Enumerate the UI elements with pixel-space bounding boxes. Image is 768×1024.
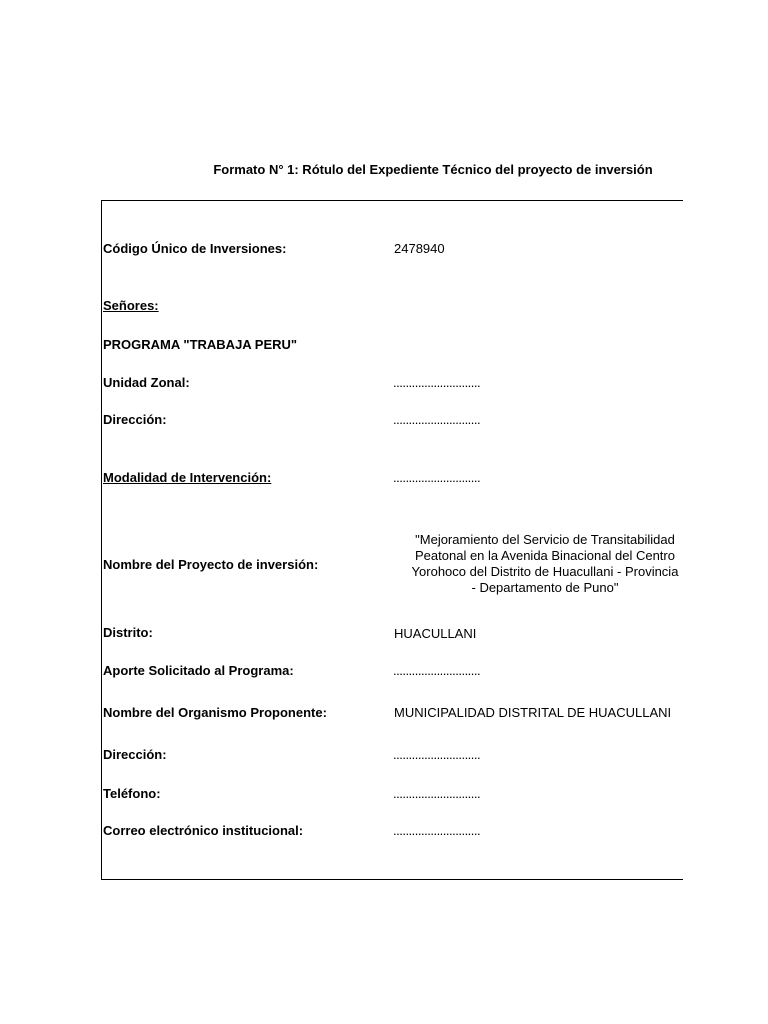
proyecto-line: Peatonal en la Avenida Binacional del Centro xyxy=(415,548,675,563)
correo-value: ............................ xyxy=(393,823,481,838)
telefono-label: Teléfono: xyxy=(103,786,161,801)
organismo-value: MUNICIPALIDAD DISTRITAL DE HUACULLANI xyxy=(394,705,672,720)
correo-label: Correo electrónico institucional: xyxy=(103,823,304,838)
proyecto-label: Nombre del Proyecto de inversión: xyxy=(103,557,319,572)
programa-label: PROGRAMA "TRABAJA PERU" xyxy=(103,337,298,352)
unidad-zonal-value: ............................ xyxy=(393,375,481,390)
direccion-label: Dirección: xyxy=(103,412,167,427)
proyecto-value xyxy=(380,532,683,596)
aporte-label: Aporte Solicitado al Programa: xyxy=(103,663,294,678)
codigo-value: 2478940 xyxy=(394,241,445,256)
telefono-value: ............................ xyxy=(393,786,481,801)
proyecto-line: "Mejoramiento del Servicio de Transitabilidad xyxy=(415,532,675,547)
modalidad-label: Modalidad de Intervención: xyxy=(103,470,272,485)
aporte-value: ............................ xyxy=(393,663,481,678)
modalidad-value: ............................ xyxy=(393,470,481,485)
distrito-label: Distrito: xyxy=(103,625,153,640)
form-frame xyxy=(101,200,683,880)
proyecto-line: - Departamento de Puno" xyxy=(471,580,619,595)
direccion-value: ............................ xyxy=(393,412,481,427)
senores-label: Señores: xyxy=(103,298,159,313)
unidad-zonal-label: Unidad Zonal: xyxy=(103,375,190,390)
direccion-2-label: Dirección: xyxy=(103,747,167,762)
organismo-label: Nombre del Organismo Proponente: xyxy=(103,705,327,720)
document-title: Formato N° 1: Rótulo del Expediente Técnico del proyecto de inversión xyxy=(213,162,653,177)
codigo-label: Código Único de Inversiones: xyxy=(103,241,287,256)
direccion-2-value: ............................ xyxy=(393,747,481,762)
distrito-value: HUACULLANI xyxy=(394,626,477,641)
proyecto-line: Yorohoco del Distrito de Huacullani - Provincia xyxy=(411,564,679,579)
